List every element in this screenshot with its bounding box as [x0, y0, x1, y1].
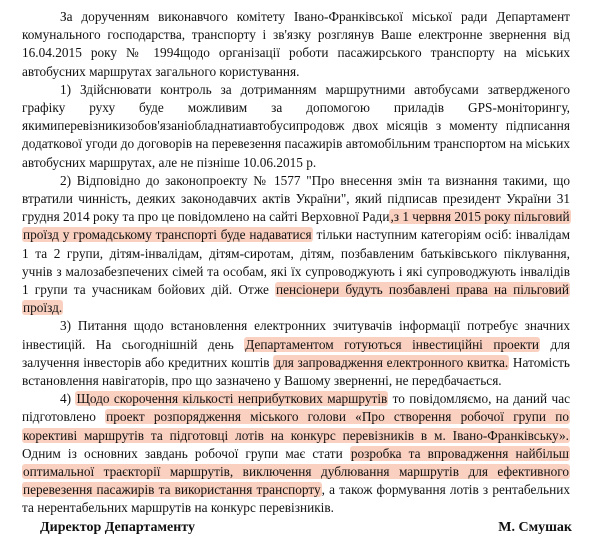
signatory-title: Директор Департаменту: [40, 520, 195, 535]
highlight-pensioners: пенсіонери будуть позбавлені права на пільговий проїзд.: [23, 282, 569, 316]
paragraph-4-text-a: 4): [60, 391, 76, 407]
paragraph-2: [22, 172, 570, 318]
paragraph-4-text-b: то повідомляємо, на даний час підготовлено: [22, 391, 571, 425]
letter-body: [22, 8, 570, 518]
highlight-working-group: проект розпорядження міського голови «Про створення робочої групи по корективі маршрутів та підготовці лотів на конкурс перевізників в м. Івано-Франківську».: [23, 409, 569, 443]
paragraph-2-text-a: 2) Відповідно до законопроекту № 1577 "Про внесення змін та визнання такими, що втратили чинність, деяких законодавчих актів України", який підписав президент України 31 грудня 2014 року та про це повідомлено на сайті Верховної Ради: [22, 172, 570, 225]
paragraph-4-text-d: , а також формування лотів з рентабельних та нерентабельних маршрутів на конкурс перевізників.: [22, 482, 570, 516]
paragraph-2-text-b: тільки наступним категоріям осіб: інвалідам 1 та 2 групи, дітям-інвалідам, дітям-сиротам, дітям, позбавленим батьківського піклування, учнів з малозабезпечених сімей та особам, які їх супроводжують і які супроводжують інвалідів 1 групи та учасникам бойових дій. Отже: [22, 227, 570, 298]
signatory-name: М. Смушак: [498, 520, 572, 535]
paragraph-3-text-b: для залучення інвесторів або кредитних коштів: [22, 336, 571, 370]
paragraph-1: 1) Здійснювати контроль за дотриманням маршрутними автобусами затвердженого графіку руху буде можливим за допомогою приладів GPS-моніторингу, якимиперевізникизобов'язаніобладнатиавтобусипродовж двох місяців з моменту підписання додаткової угоди до договорів на перевезення пасажирів автомобільним транспортом на міських автобусних маршрутах, але не пізніше 10.06.2015 р.: [22, 81, 570, 170]
highlight-route-reduction: Щодо скорочення кількості неприбуткових маршрутів: [76, 391, 388, 407]
highlight-optimal-routes: розробка та впровадження найбільш оптимальної траєкторії маршрутів, виключення дублювання маршрутів для ефективного перевезення пасажирів та використання транспорту: [23, 445, 570, 498]
highlight-investment-projects: Департаментом готуються інвестиційні проекти: [245, 336, 540, 352]
signature-block: [40, 520, 572, 536]
paragraph-3-text-c: Натомість встановлення навігаторів, про що зазначено у Вашому зверненні, не передбачається.: [22, 354, 570, 389]
paragraph-3-text-a: 3) Питання щодо встановлення електронних зчитувачів інформації потребує значних інвестицій. На сьогоднішній день: [22, 318, 570, 352]
paragraph-4: [22, 390, 570, 517]
paragraph-4-text-c: Одним із основних завдань робочої групи має стати: [22, 445, 350, 461]
paragraph-3: [22, 317, 570, 390]
highlight-free-travel: ,з 1 червня 2015 року пільговий проїзд у громадському транспорті буде надаватися: [23, 209, 570, 243]
highlight-electronic-ticket: для запровадження електронного квитка.: [274, 354, 509, 370]
intro-paragraph: За дорученням виконавчого комітету Івано-Франківської міської ради Департамент комунального господарства, транспорту і зв'язку розглянув Ваше електронне звернення від 16.04.2015 року № 1994щодо організації роботи пасажирського транспорту на міських автобусних маршрутах загального користування.: [22, 9, 570, 79]
